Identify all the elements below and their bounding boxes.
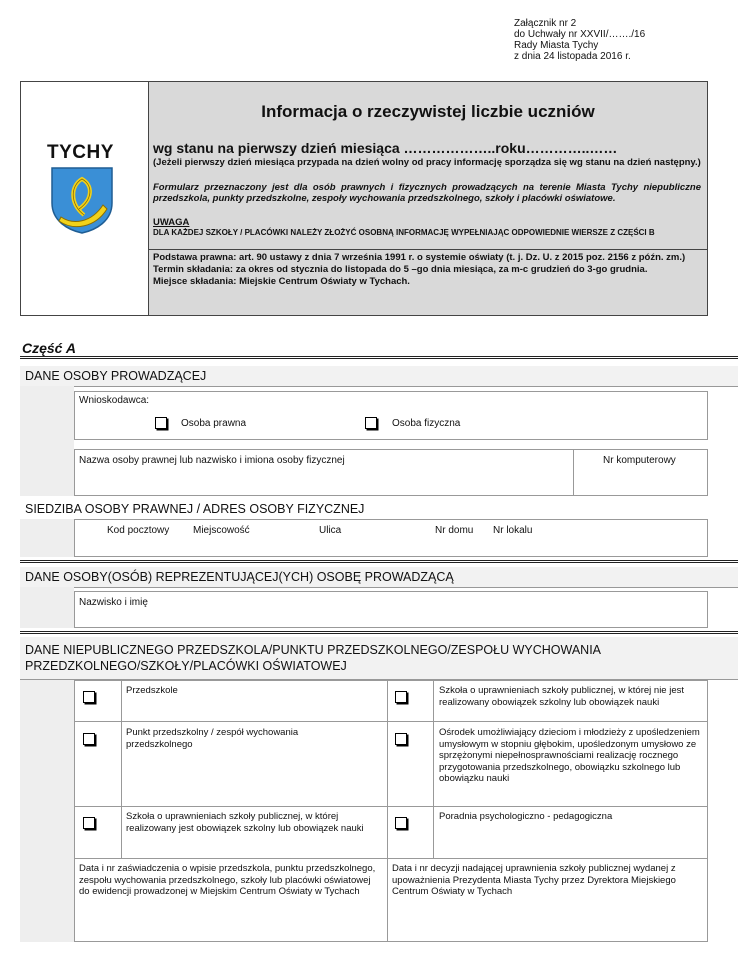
submission-place: Miejsce składania: Miejskie Centrum Oświaty w Tychach. [153,276,410,287]
street-label: Ulica [319,525,342,536]
submission-deadline: Termin składania: za okres od stycznia do listopada do 5 –go dnia miesiąca, za m-c grudzień do 3-go grudnia. [153,264,648,275]
flat-number-label: Nr lokalu [493,525,533,536]
city-label: Miejscowość [193,525,250,536]
preschool-point-checkbox[interactable] [83,733,95,745]
annex-line: do Uchwały nr XXVII/……./16 [514,29,646,40]
computer-number-label: Nr komputerowy [603,455,676,466]
legal-info [153,252,701,288]
school-no-obligation-label: Szkoła o uprawnieniach szkoły publicznej, w której nie jest realizowany obowiązek szkolny lub obowiązek nauki [439,685,685,708]
row-divider [75,858,707,859]
natural-person-checkbox[interactable] [365,417,377,429]
cell-divider [573,450,574,495]
institution-type-grid [74,680,708,942]
left-margin-strip [20,386,74,496]
annex-line: Rady Miasta Tychy [514,40,599,51]
legal-basis: Podstawa prawna: art. 90 ustawy z dnia 7 września 1991 r. o systemie oświaty (t. j. Dz. U. z 2015 poz. 2156 z późn. zm.) [153,252,686,263]
section-title: SIEDZIBA OSOBY PRAWNEJ / ADRES OSOBY FIZYCZNEJ [25,502,365,516]
section-title: DANE OSOBY PROWADZĄCEJ [25,369,207,383]
special-center-label: Ośrodek umożliwiający dzieciom i młodzieży z upośledzeniem umysłowym w stopniu głębokim, upośledzonym umysłowo ze sprzężonymi niepełnosprawnościami realizację rocznego przygotowania przedszkolnego, obowiązku szkolnego lub obowiązku nauki [439,727,700,784]
house-number-label: Nr domu [435,525,474,536]
postal-code-label: Kod pocztowy [107,525,170,536]
school-obligation-checkbox[interactable] [83,817,95,829]
legal-person-label: Osoba prawna [181,418,247,429]
kindergarten-label: Przedszkole [126,685,178,696]
registration-certificate-label: Data i nr zaświadczenia o wpisie przedszkola, punktu przedszkolnego, zespołu wychowania przedszkolnego, szkoły lub placówki oświatowej do ewidencji prowadzonej w Miejskim Centrum Oświaty w Tychach [79,863,376,897]
row-divider [75,721,707,722]
section-institution-bar [20,637,738,680]
header-box [20,81,708,316]
operator-name-label: Nazwa osoby prawnej lub nazwisko i imiona osoby fizycznej [79,455,345,466]
operator-name-box [74,449,708,496]
section-representative-bar [20,567,738,588]
header-divider [149,249,707,250]
header-info [149,82,707,315]
section-title: DANE OSOBY(OSÓB) REPREZENTUJĄCEJ(YCH) OSOBĘ PROWADZĄCĄ [25,570,454,584]
applicant-box [74,391,708,440]
logo-text: TYCHY [47,142,114,163]
left-margin-strip [20,519,74,557]
section-title: PRZEDZKOLNEGO/SZKOŁY/PLACÓWKI OŚWIATOWEJ [25,659,347,673]
annex-line: z dnia 24 listopada 2016 r. [514,51,631,62]
counseling-center-label: Poradnia psychologiczno - pedagogiczna [439,811,613,822]
legal-person-checkbox[interactable] [155,417,167,429]
natural-person-label: Osoba fizyczna [392,418,461,429]
double-rule [20,356,738,359]
form-subtitle: wg stanu na pierwszy dzień miesiąca ………………..roku…………..…… [153,140,618,156]
uwaga-heading: UWAGA [153,217,190,228]
section-address-bar [20,499,738,519]
uwaga-text: DLA KAŻDEJ SZKOŁY / PLACÓWKI NALEŻY ZŁOŻYĆ OSOBNĄ INFORMACJĘ WYPEŁNIAJĄC ODPOWIEDNIE WIERSZE Z CZĘŚCI B [153,228,655,237]
double-rule [20,631,738,634]
representative-name-label: Nazwisko i imię [79,597,148,608]
school-obligation-label: Szkoła o uprawnieniach szkoły publicznej, w której realizowany jest obowiązek szkolny lub obowiązek nauki [126,811,364,834]
public-rights-decision-label: Data i nr decyzji nadającej uprawnienia szkoły publicznej wydanej z upoważnienia Prezydenta Miasta Tychy przez Dyrektora Miejskiego Centrum Oświaty w Tychach [392,863,676,897]
form-purpose: Formularz przeznaczony jest dla osób prawnych i fizycznych prowadzących na terenie Miasta Tychy niepubliczne przedszkola, punkty przedszkolne, zespoły wychowania przedszkolnego, szkoły i placówki oświatowe. [153,182,701,204]
counseling-center-checkbox[interactable] [395,817,407,829]
section-title: DANE NIEPUBLICZNEGO PRZEDSZKOLA/PUNKTU PRZEDSZKOLNEGO/ZESPOŁU WYCHOWANIA [25,643,602,657]
logo-cell [21,82,149,315]
kindergarten-checkbox[interactable] [83,691,95,703]
annex-line: Załącznik nr 2 [514,18,577,29]
preschool-point-label: Punkt przedszkolny / zespół wychowania przedszkolnego [126,727,299,750]
annex-note [514,18,645,62]
row-divider [75,806,707,807]
double-rule [20,560,738,563]
part-a-heading: Część A [22,340,76,356]
left-margin-strip [20,680,74,942]
address-box [74,519,708,557]
section-operator-bar [20,366,738,387]
representative-box [74,591,708,628]
form-title: Informacja o rzeczywistej liczbie uczniów [261,102,595,121]
school-no-obligation-checkbox[interactable] [395,691,407,703]
tychy-coat-of-arms-icon [49,165,115,235]
left-margin-strip [20,587,74,628]
form-note: (Jeżeli pierwszy dzień miesiąca przypada na dzień wolny od pracy informację sporządza się wg stanu na dzień następny.) [153,157,701,168]
cell-divider [121,681,122,858]
applicant-label: Wnioskodawca: [79,395,150,406]
cell-divider [387,681,388,941]
special-center-checkbox[interactable] [395,733,407,745]
cell-divider [433,681,434,858]
